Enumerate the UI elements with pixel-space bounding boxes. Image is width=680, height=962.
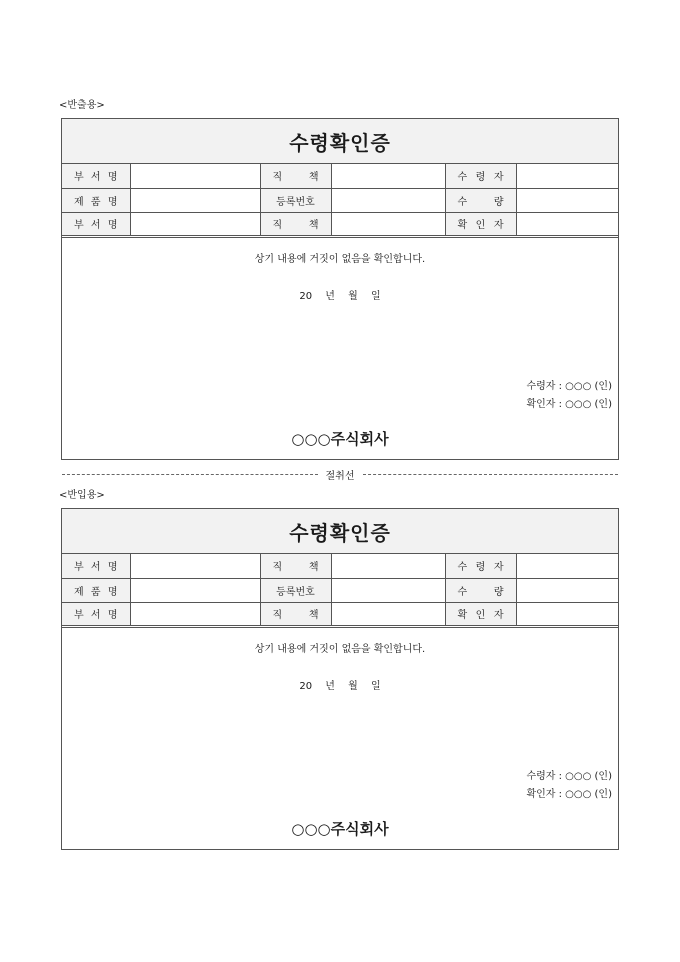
form-title-row [62, 509, 618, 554]
confirmer-signature: 확인자 : ○○○ (인) [526, 398, 612, 410]
date-line: 20 년 월 일 [299, 290, 381, 302]
table-row [62, 554, 618, 578]
label-registration-no: 등록번호 [260, 578, 331, 602]
field-department[interactable] [130, 602, 260, 626]
cut-line [62, 467, 618, 481]
confirmer-signature: 확인자 : ○○○ (인) [526, 788, 612, 800]
field-confirmer[interactable] [516, 212, 618, 236]
confirmation-statement: 상기 내용에 거짓이 없음을 확인합니다. [254, 253, 426, 265]
company-name: ○○○주식회사 [291, 429, 389, 448]
cut-line-dash-left [62, 474, 318, 475]
date-line: 20 년 월 일 [299, 680, 381, 692]
label-position: 직 책 [260, 164, 331, 188]
cut-line-label: 절취선 [325, 470, 355, 482]
label-product: 제 품 명 [62, 578, 130, 602]
label-position: 직 책 [260, 212, 331, 236]
form-tag-outgoing: <반출용> [59, 100, 105, 111]
label-quantity: 수 량 [445, 578, 516, 602]
form-body [62, 628, 618, 849]
receiver-signature: 수령자 : ○○○ (인) [526, 380, 612, 392]
confirmation-statement: 상기 내용에 거짓이 없음을 확인합니다. [254, 643, 426, 655]
receiver-signature: 수령자 : ○○○ (인) [526, 770, 612, 782]
form-body [62, 238, 618, 459]
form-title: 수령확인증 [289, 130, 391, 155]
field-receiver[interactable] [516, 554, 618, 578]
label-confirmer: 확 인 자 [445, 212, 516, 236]
form-title: 수령확인증 [289, 520, 391, 545]
label-position: 직 책 [260, 602, 331, 626]
field-department[interactable] [130, 164, 260, 188]
label-confirmer: 확 인 자 [445, 602, 516, 626]
receipt-form-incoming [61, 508, 619, 850]
table-row [62, 212, 618, 236]
field-confirmer[interactable] [516, 602, 618, 626]
table-row [62, 602, 618, 626]
field-product[interactable] [130, 578, 260, 602]
form-tag-incoming: <반입용> [59, 490, 105, 501]
field-department[interactable] [130, 212, 260, 236]
field-registration-no[interactable] [331, 578, 445, 602]
company-name: ○○○주식회사 [291, 819, 389, 838]
receipt-form-outgoing [61, 118, 619, 460]
label-quantity: 수 량 [445, 188, 516, 212]
field-position[interactable] [331, 212, 445, 236]
table-row [62, 164, 618, 188]
label-registration-no: 등록번호 [260, 188, 331, 212]
field-position[interactable] [331, 602, 445, 626]
label-department: 부 서 명 [62, 554, 130, 578]
field-registration-no[interactable] [331, 188, 445, 212]
info-table [62, 164, 618, 238]
field-department[interactable] [130, 554, 260, 578]
field-product[interactable] [130, 188, 260, 212]
label-department: 부 서 명 [62, 212, 130, 236]
field-position[interactable] [331, 554, 445, 578]
form-title-row [62, 119, 618, 164]
field-quantity[interactable] [516, 188, 618, 212]
label-department: 부 서 명 [62, 164, 130, 188]
field-position[interactable] [331, 164, 445, 188]
label-product: 제 품 명 [62, 188, 130, 212]
cut-line-dash-right [363, 474, 619, 475]
label-receiver: 수 령 자 [445, 554, 516, 578]
field-receiver[interactable] [516, 164, 618, 188]
label-receiver: 수 령 자 [445, 164, 516, 188]
info-table [62, 554, 618, 628]
label-department: 부 서 명 [62, 602, 130, 626]
table-row [62, 188, 618, 212]
field-quantity[interactable] [516, 578, 618, 602]
label-position: 직 책 [260, 554, 331, 578]
table-row [62, 578, 618, 602]
